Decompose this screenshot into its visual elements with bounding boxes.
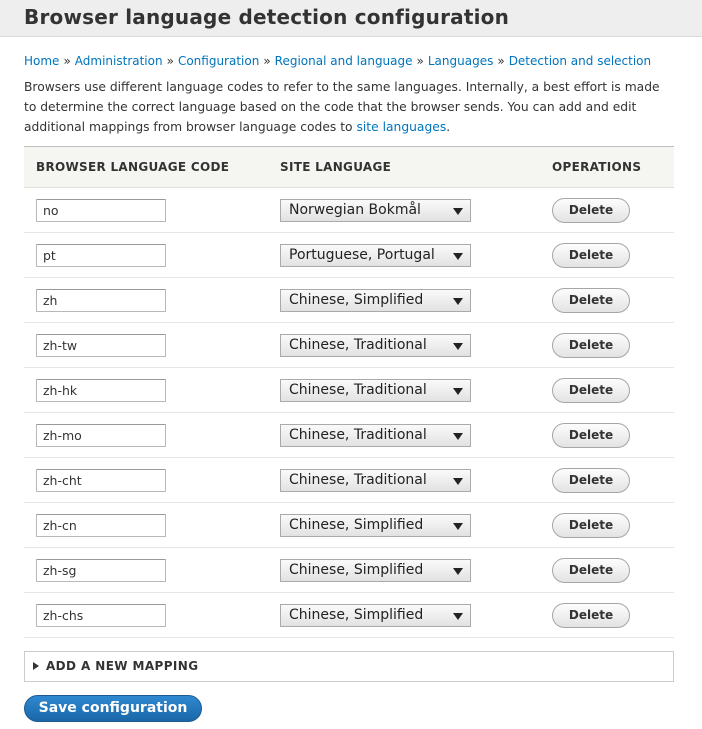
site-language-selected-value: Portuguese, Portugal [289,247,435,263]
delete-button[interactable]: Delete [552,333,630,358]
table-row [24,368,674,413]
site-language-selected-value: Chinese, Simplified [289,562,424,578]
table-row [24,278,674,323]
site-language-selected-value: Chinese, Traditional [289,427,427,443]
dropdown-arrow-icon [453,433,463,440]
column-header-site-language: SITE LANGUAGE [280,160,392,174]
dropdown-arrow-icon [453,208,463,215]
browser-language-code-input[interactable] [36,379,166,402]
breadcrumb-separator: » [63,54,71,68]
delete-button[interactable]: Delete [552,423,630,448]
table-row [24,233,674,278]
site-language-selected-value: Chinese, Traditional [289,337,427,353]
dropdown-arrow-icon [453,388,463,395]
browser-language-code-input[interactable] [36,604,166,627]
table-body [24,188,674,638]
table-row [24,548,674,593]
site-language-select[interactable] [280,469,471,492]
description-text-end: . [446,120,451,134]
site-language-select[interactable] [280,514,471,537]
description-text: Browsers use different language codes to refer to the same languages. Internally, a best effort is made to determine the correct language based on the code that the browser sends. You can add and edit additional mappings from browser language codes to [24,80,660,134]
triangle-right-icon [33,662,39,670]
breadcrumb-link-administration[interactable]: Administration [74,54,163,68]
delete-button[interactable]: Delete [552,198,630,223]
breadcrumb-link-configuration[interactable]: Configuration [177,54,260,68]
page-description [24,77,674,137]
delete-button[interactable]: Delete [552,288,630,313]
dropdown-arrow-icon [453,613,463,620]
site-language-selected-value: Chinese, Traditional [289,472,427,488]
delete-button[interactable]: Delete [552,558,630,583]
save-configuration-button[interactable]: Save configuration [24,695,202,722]
add-new-mapping-toggle[interactable] [24,651,674,682]
delete-button[interactable]: Delete [552,603,630,628]
browser-language-code-input[interactable] [36,199,166,222]
page-title: Browser language detection configuration [24,5,510,29]
table-row [24,323,674,368]
breadcrumb-separator: » [416,54,424,68]
delete-button[interactable]: Delete [552,243,630,268]
site-language-selected-value: Chinese, Traditional [289,382,427,398]
breadcrumb-link-regional-and-language[interactable]: Regional and language [274,54,413,68]
site-language-selected-value: Chinese, Simplified [289,517,424,533]
dropdown-arrow-icon [453,568,463,575]
dropdown-arrow-icon [453,478,463,485]
table-row [24,593,674,638]
site-language-select[interactable] [280,289,471,312]
site-language-select[interactable] [280,424,471,447]
mappings-table [24,146,674,638]
column-header-browser-language-code: BROWSER LANGUAGE CODE [36,160,230,174]
breadcrumb-link-home[interactable]: Home [24,54,60,68]
table-row [24,458,674,503]
site-language-select[interactable] [280,244,471,267]
site-language-select[interactable] [280,334,471,357]
add-new-mapping-label: ADD A NEW MAPPING [46,659,199,673]
site-language-selected-value: Chinese, Simplified [289,607,424,623]
table-row [24,413,674,458]
delete-button[interactable]: Delete [552,468,630,493]
site-language-select[interactable] [280,199,471,222]
breadcrumb-link-detection-and-selection[interactable]: Detection and selection [508,54,652,68]
site-language-select[interactable] [280,559,471,582]
browser-language-code-input[interactable] [36,559,166,582]
site-language-selected-value: Norwegian Bokmål [289,202,421,218]
dropdown-arrow-icon [453,253,463,260]
browser-language-code-input[interactable] [36,424,166,447]
breadcrumb [24,54,651,68]
browser-language-code-input[interactable] [36,334,166,357]
breadcrumb-separator: » [166,54,174,68]
column-header-operations: OPERATIONS [552,160,642,174]
dropdown-arrow-icon [453,298,463,305]
table-row [24,503,674,548]
browser-language-code-input[interactable] [36,514,166,537]
dropdown-arrow-icon [453,343,463,350]
site-language-select[interactable] [280,604,471,627]
site-language-selected-value: Chinese, Simplified [289,292,424,308]
dropdown-arrow-icon [453,523,463,530]
table-header [24,147,674,188]
delete-button[interactable]: Delete [552,378,630,403]
breadcrumb-separator: » [497,54,505,68]
browser-language-code-input[interactable] [36,289,166,312]
site-language-select[interactable] [280,379,471,402]
browser-language-code-input[interactable] [36,244,166,267]
breadcrumb-separator: » [263,54,271,68]
title-bar [0,0,702,37]
delete-button[interactable]: Delete [552,513,630,538]
browser-language-code-input[interactable] [36,469,166,492]
site-languages-link[interactable]: site languages [356,120,447,134]
breadcrumb-link-languages[interactable]: Languages [427,54,494,68]
table-row [24,188,674,233]
